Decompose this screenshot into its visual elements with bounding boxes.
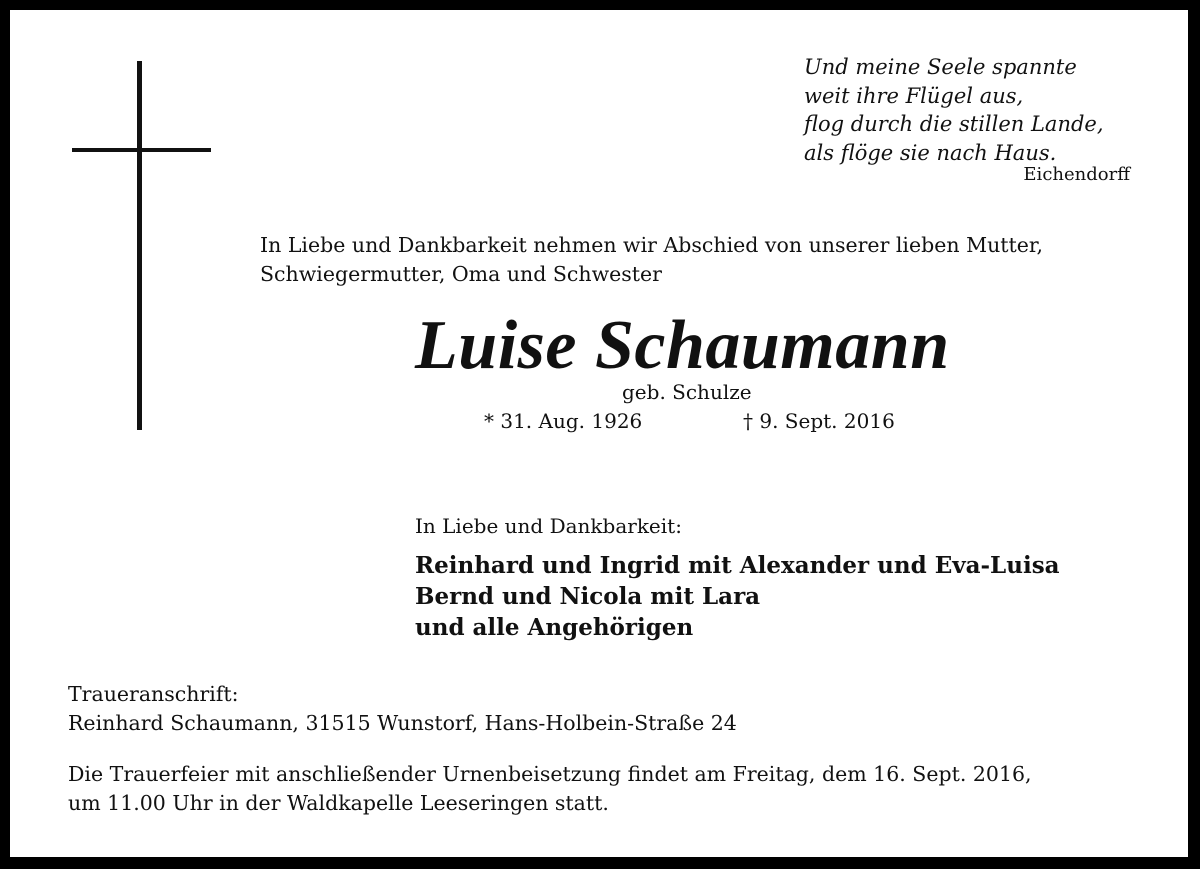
poem-line: weit ihre Flügel aus, (804, 83, 1024, 108)
intro-line: In Liebe und Dankbarkeit nehmen wir Abschied von unserer lieben Mutter, (260, 233, 1043, 257)
intro-text (260, 231, 1043, 289)
ceremony-line: Die Trauerfeier mit anschließender Urnenbeisetzung findet am Freitag, dem 16. Sept. 2016, (68, 762, 1032, 786)
maiden-name: geb. Schulze (622, 380, 752, 404)
death-date: † 9. Sept. 2016 (743, 409, 895, 433)
deceased-name: Luise Schaumann (415, 307, 950, 384)
mourner-line: und alle Angehörigen (415, 614, 694, 641)
poem-author: Eichendorff (1023, 164, 1130, 185)
address-label: Traueranschrift: (68, 682, 239, 706)
cross-horizontal-bar (72, 148, 211, 152)
mourner-line: Bernd und Nicola mit Lara (415, 583, 761, 610)
poem (804, 53, 1104, 167)
mourners-list (415, 550, 1060, 643)
address-value: Reinhard Schaumann, 31515 Wunstorf, Hans-Holbein-Straße 24 (68, 711, 737, 735)
ceremony-info (68, 760, 1032, 818)
poem-line: als flöge sie nach Haus. (804, 140, 1057, 165)
mourners-label: In Liebe und Dankbarkeit: (415, 514, 682, 538)
obituary-notice (10, 10, 1188, 857)
poem-line: Und meine Seele spannte (804, 55, 1077, 79)
mourning-address (68, 680, 737, 738)
intro-line: Schwiegermutter, Oma und Schwester (260, 262, 662, 286)
ceremony-line: um 11.00 Uhr in der Waldkapelle Leeseringen statt. (68, 791, 609, 815)
cross-vertical-bar (137, 61, 142, 430)
mourner-line: Reinhard und Ingrid mit Alexander und Eva-Luisa (415, 552, 1060, 579)
birth-date: * 31. Aug. 1926 (484, 409, 643, 433)
poem-line: flog durch die stillen Lande, (804, 112, 1104, 136)
